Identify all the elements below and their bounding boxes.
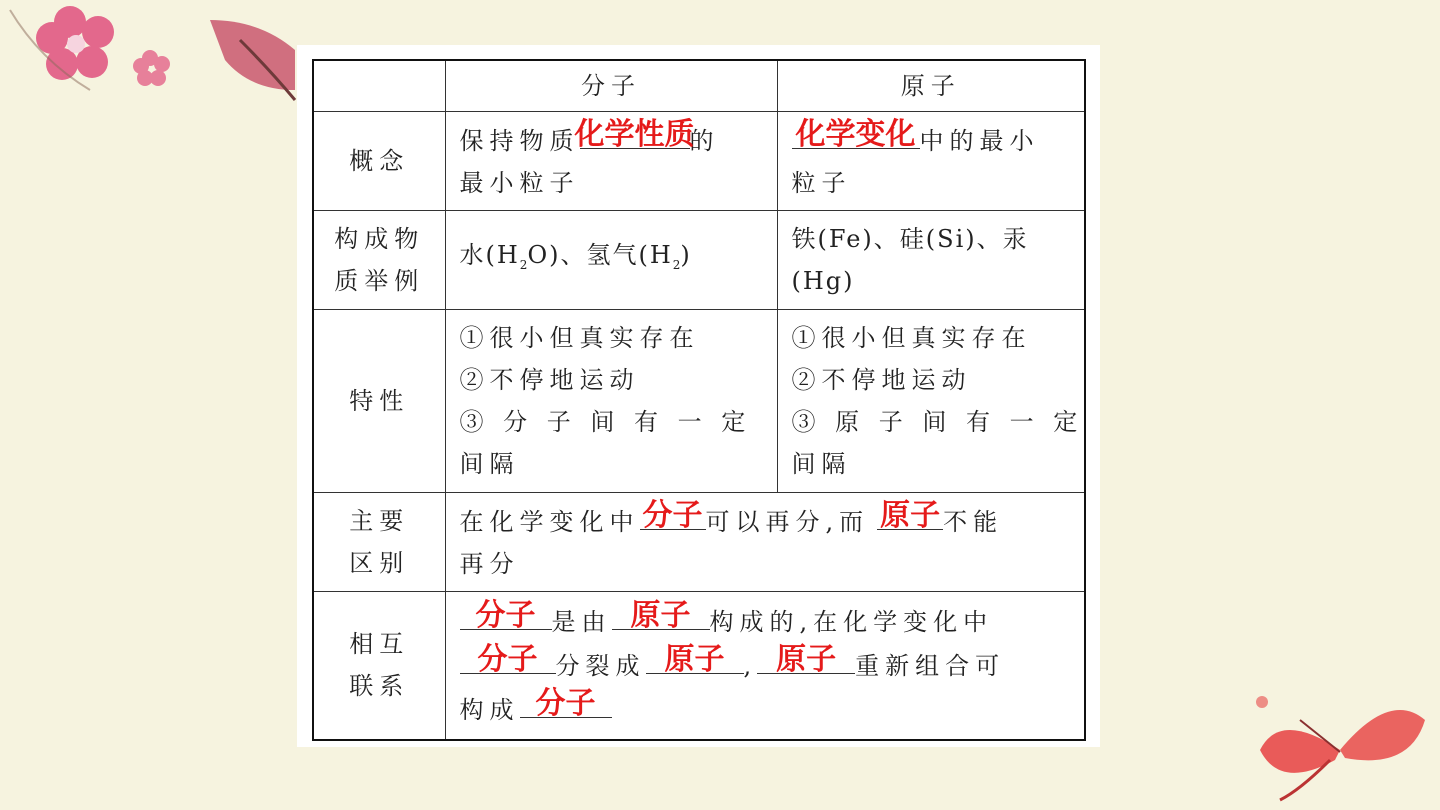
answer-blank: 分子: [477, 642, 538, 678]
concept-atom-post: 中的最小: [919, 127, 1040, 155]
answer-blank: 化学性质: [574, 117, 695, 152]
answer-blank: 原子: [630, 598, 691, 634]
label-line: 区别: [349, 549, 410, 577]
trait-line: ②不停地运动: [791, 366, 972, 394]
row-label-relation: [313, 592, 445, 740]
example-line: (Hg): [791, 267, 855, 295]
difference-text: 在化学变化中: [459, 508, 640, 536]
trait-line: ②不停地运动: [459, 366, 640, 394]
answer-blank: 化学变化: [795, 117, 916, 152]
molecule-atom-comparison-table: [312, 59, 1086, 741]
header-empty-cell: [313, 60, 445, 112]
concept-mol-post: 的: [689, 127, 720, 155]
label-line: 构成物: [334, 225, 425, 253]
label-line: 主要: [349, 507, 410, 535]
row-examples: [313, 211, 1085, 310]
subscript: 2: [519, 257, 528, 272]
flower-decoration-icon: [0, 0, 300, 120]
relation-text: 是由: [551, 608, 612, 637]
relation-text: 分裂成: [555, 652, 646, 681]
concept-mol-pre: 保持物质: [459, 127, 580, 155]
trait-line: ①很小但真实存在: [791, 324, 1032, 352]
header-atom: 原子: [777, 60, 1085, 112]
traits-molecule-cell: [445, 310, 777, 493]
row-traits: [313, 310, 1085, 493]
concept-molecule-cell: [445, 112, 777, 211]
butterfly-decoration-icon: [1240, 680, 1440, 810]
examples-molecule-cell: [445, 211, 777, 310]
relation-text: 构成: [459, 696, 520, 725]
trait-line: ③ 分 子 间 有 一 定: [459, 408, 752, 436]
row-relation: [313, 592, 1085, 740]
difference-text: 不能: [943, 508, 1004, 536]
trait-line: 间隔: [459, 450, 520, 478]
header-molecule: 分子: [445, 60, 777, 112]
example-text: ): [680, 241, 692, 270]
trait-line: ①很小但真实存在: [459, 324, 700, 352]
concept-atom-line2: 粒子: [791, 169, 852, 197]
difference-cell: [445, 493, 1085, 592]
answer-blank: 原子: [776, 642, 837, 678]
subscript: 2: [672, 257, 681, 272]
row-label-concept: 概念: [313, 112, 445, 211]
answer-blank: 原子: [664, 642, 725, 678]
trait-line: ③ 原 子 间 有 一 定: [791, 408, 1084, 436]
example-text: O)、氢气(H: [527, 241, 673, 270]
row-difference: [313, 493, 1085, 592]
example-text: 水(H: [459, 241, 520, 270]
relation-text: ,: [743, 652, 758, 681]
relation-cell: [445, 592, 1085, 740]
concept-atom-cell: [777, 112, 1085, 211]
difference-line2: 再分: [459, 550, 520, 578]
concept-mol-line2: 最小粒子: [459, 169, 580, 197]
row-label-traits: 特性: [313, 310, 445, 493]
content-card: [297, 45, 1100, 747]
answer-blank: 分子: [642, 498, 703, 533]
example-line: 铁(Fe)、硅(Si)、汞: [791, 225, 1029, 253]
traits-atom-cell: [777, 310, 1085, 493]
row-label-examples: [313, 211, 445, 310]
label-line: 联系: [349, 672, 410, 701]
difference-text: 可以再分,而: [705, 508, 870, 536]
row-label-difference: [313, 493, 445, 592]
relation-text: 构成的,在化学变化中: [709, 608, 994, 637]
answer-blank: 原子: [880, 498, 941, 533]
trait-line: 间隔: [791, 450, 852, 478]
row-concept: [313, 112, 1085, 211]
label-line: 质举例: [334, 267, 425, 295]
answer-blank: 分子: [475, 598, 536, 634]
table-header-row: [313, 60, 1085, 112]
answer-blank: 分子: [535, 686, 596, 722]
relation-text: 重新组合可: [855, 652, 1006, 681]
label-line: 相互: [349, 630, 410, 659]
examples-atom-cell: [777, 211, 1085, 310]
